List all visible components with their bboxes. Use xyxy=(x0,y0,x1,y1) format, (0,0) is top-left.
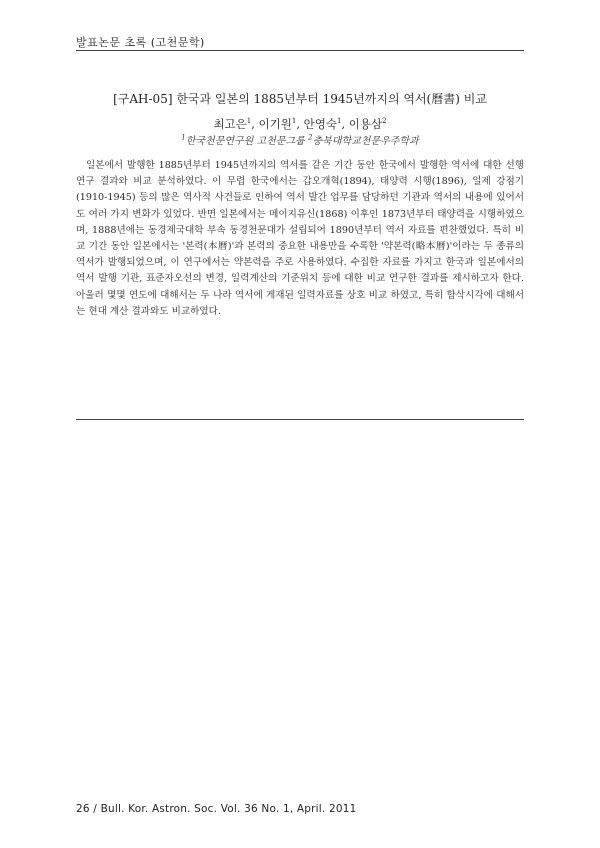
author-separator: , xyxy=(341,117,349,131)
author-name: 최고은 xyxy=(213,117,247,131)
author-affil-marker: 1 xyxy=(246,117,252,126)
author-affil-marker: 1 xyxy=(291,117,297,126)
author-name: 안영숙 xyxy=(303,117,337,131)
abstract-divider xyxy=(76,419,524,420)
affiliation-number: 1 xyxy=(181,133,186,142)
abstract-text: 일본에서 발행한 1885년부터 1945년까지의 역서를 같은 기간 동안 한국에서 발행한 역서에 대한 선행 연구 결과와 비교 분석하였다. 이 무렵 한국에서는 갑오개혁(1894), 태양력 시행(1896), 일제 강점기(1910-1945) 등의 많은 역사적 사건들로 인하여 역서 발간 업무를 담당하던 기관과 역서의 내용에 있어서도 여러 가지 변화가 있었다. 반면 일본에서는 메이지유신(1868) 이후인 1873년부터 태양력을 시행하였으며, 1888년에는 동경제국대학 부속 동경천문대가 설립되어 1890년부터 역서 자료를 편찬했었다. 특히 비교 기간 동안 일본에서는 '본력(本曆)'과 본력의 중요한 내용만을 수록한 '약본력(略本曆)'이라는 두 종류의 역서가 발행되었으며, 이 연구에서는 약본력을 주로 사용하였다. 수집한 자료를 가지고 한국과 일본에서의 역서 발행 기관, 표준자오선의 변경, 일력계산의 기준위치 등에 대한 비교 연구한 결과를 제시하고자 한다. 아울러 몇몇 연도에 대해서는 두 나라 역서에 게재된 일력자료를 상호 비교 하였고, 특히 합삭시각에 대해서는 현대 계산 결과와도 비교하였다. xyxy=(76,160,524,317)
author-name: 이기원 xyxy=(258,117,292,131)
header-divider xyxy=(76,50,524,51)
author-list xyxy=(76,116,524,132)
author-affil-marker: 2 xyxy=(382,117,387,126)
affiliation-list xyxy=(76,132,524,147)
paper-title: [구AH-05] 한국과 일본의 1885년부터 1945년까지의 역서(曆書) 비교 xyxy=(113,92,487,106)
affiliation-name: 충북대학교천문우주학과 xyxy=(312,136,419,147)
author-separator: , xyxy=(251,117,259,131)
author-name: 이용삼 xyxy=(348,117,383,131)
author-affil-marker: 1 xyxy=(336,117,342,126)
author-separator: , xyxy=(296,117,304,131)
affiliation-name: 한국천문연구원 고천문그룹 xyxy=(185,136,305,147)
running-header: 발표논문 초록 (고천문학) xyxy=(76,36,205,49)
footer-citation: 26 / Bull. Kor. Astron. Soc. Vol. 36 No. 1, April. 2011 xyxy=(76,803,357,815)
affiliation-number: 2 xyxy=(308,133,313,142)
